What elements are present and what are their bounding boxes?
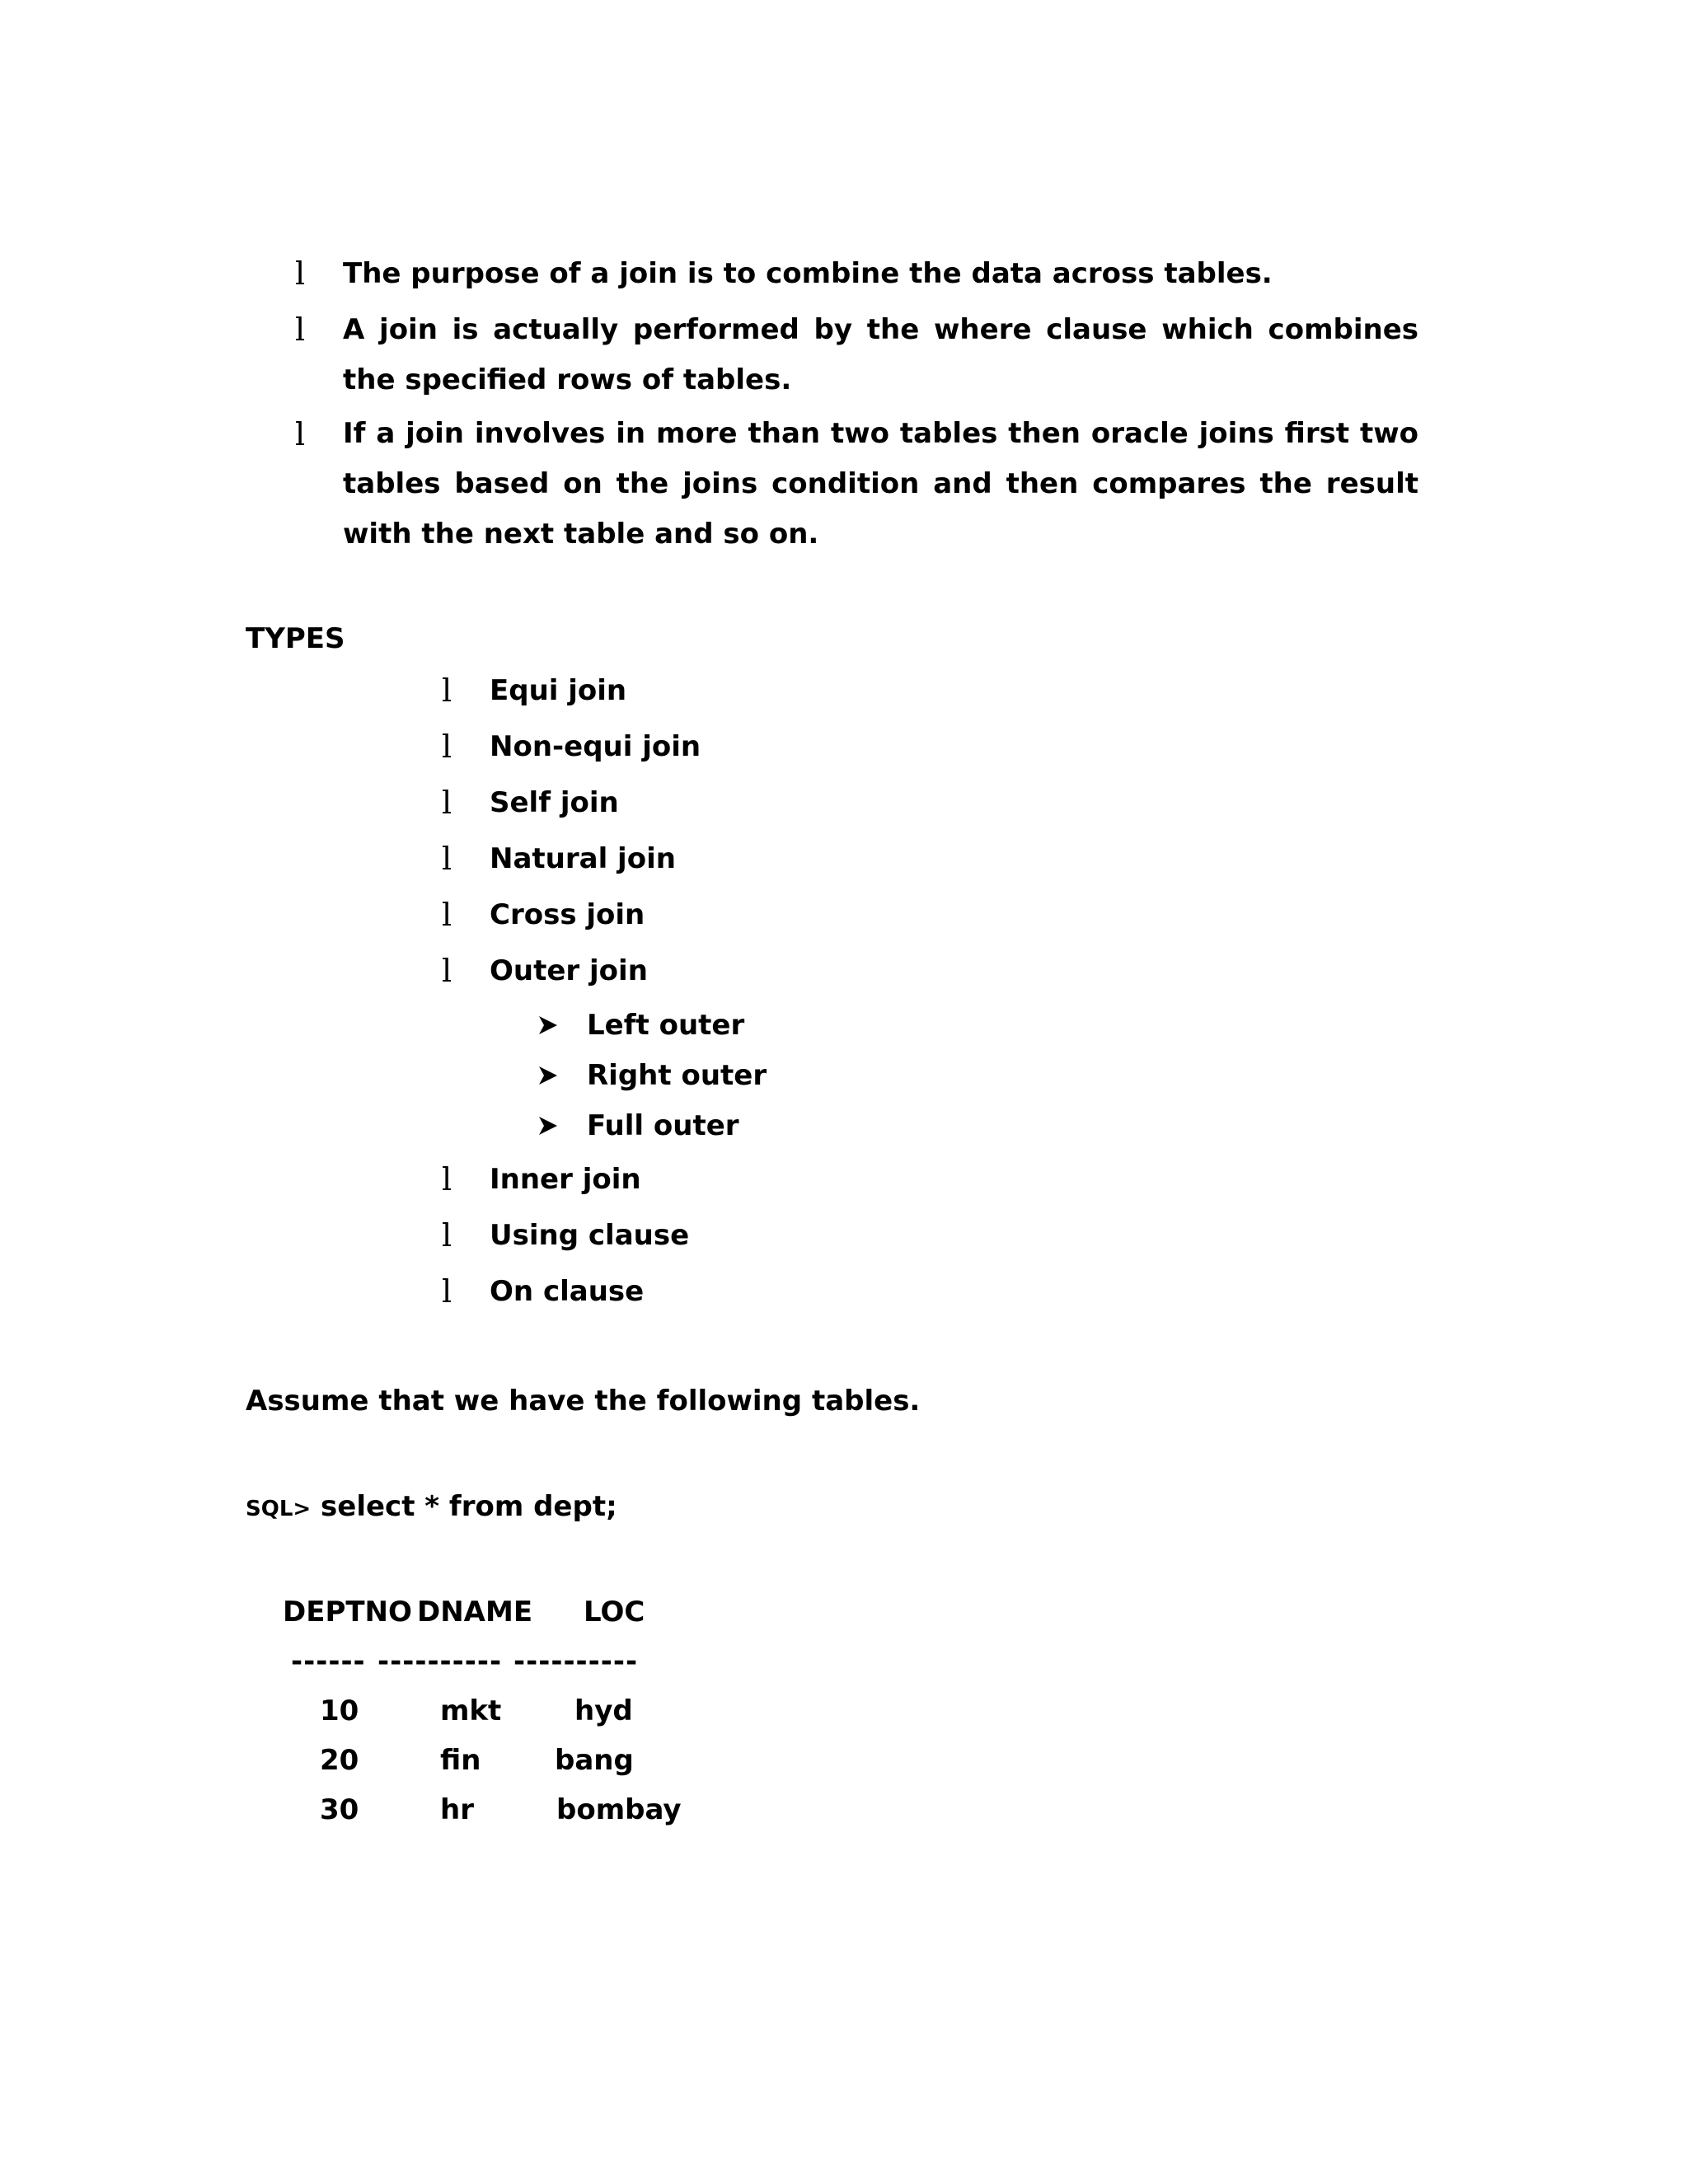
bullet-marker: l bbox=[442, 841, 452, 877]
type-item-non-equi: Non-equi join bbox=[490, 730, 701, 763]
table-header-dname: DNAME bbox=[417, 1596, 533, 1629]
table-cell-loc: bombay bbox=[556, 1793, 682, 1826]
table-cell-deptno: 20 bbox=[320, 1744, 359, 1777]
intro-bullet-3: If a join involves in more than two tables then oracle joins first two tables based on the joins condition and then compares the result with the next table and so on. bbox=[343, 417, 1418, 551]
table-cell-loc: bang bbox=[555, 1744, 634, 1777]
intro-bullet-2: A join is actually performed by the where clause which combines the specified rows of tables. bbox=[343, 313, 1418, 396]
bullet-marker: l bbox=[442, 1217, 452, 1254]
table-cell-loc: hyd bbox=[574, 1694, 633, 1727]
type-item-using: Using clause bbox=[490, 1219, 690, 1252]
arrowhead-bullet-icon bbox=[537, 1015, 559, 1036]
sql-line bbox=[246, 1490, 617, 1526]
arrowhead-bullet-icon bbox=[537, 1115, 559, 1137]
bullet-marker: l bbox=[442, 953, 452, 989]
bullet-marker: l bbox=[442, 673, 452, 709]
bullet-marker: l bbox=[442, 897, 452, 933]
type-item-on: On clause bbox=[490, 1275, 645, 1308]
table-cell-deptno: 30 bbox=[320, 1793, 359, 1826]
bullet-marker: l bbox=[295, 312, 306, 348]
bullet-marker: l bbox=[295, 416, 306, 452]
type-item-self: Self join bbox=[490, 786, 619, 819]
bullet-marker: l bbox=[442, 1273, 452, 1310]
type-item-equi: Equi join bbox=[490, 674, 627, 707]
table-separator-deptno: ------ bbox=[291, 1645, 366, 1678]
type-item-inner: Inner join bbox=[490, 1163, 641, 1196]
bullet-marker: l bbox=[442, 729, 452, 765]
assume-paragraph: Assume that we have the following tables. bbox=[246, 1385, 921, 1418]
table-cell-dname: hr bbox=[440, 1793, 474, 1826]
table-cell-dname: fin bbox=[440, 1744, 481, 1777]
table-cell-dname: mkt bbox=[440, 1694, 502, 1727]
types-heading: TYPES bbox=[246, 622, 345, 655]
outer-subtype-right: Right outer bbox=[587, 1059, 767, 1092]
type-item-outer: Outer join bbox=[490, 954, 648, 987]
outer-subtype-left: Left outer bbox=[587, 1009, 745, 1042]
bullet-marker: l bbox=[442, 1161, 452, 1197]
intro-bullet-1: The purpose of a join is to combine the data across tables. bbox=[343, 257, 1273, 290]
sql-prompt: SQL> bbox=[246, 1497, 312, 1521]
type-item-natural: Natural join bbox=[490, 842, 676, 875]
bullet-marker: l bbox=[295, 255, 306, 292]
type-item-cross: Cross join bbox=[490, 898, 645, 931]
sql-query: select * from dept; bbox=[321, 1490, 617, 1523]
bullet-marker: l bbox=[442, 785, 452, 821]
table-separator-loc: ---------- bbox=[513, 1645, 639, 1678]
table-separator-dname: ---------- bbox=[377, 1645, 503, 1678]
table-header-loc: LOC bbox=[584, 1596, 645, 1629]
table-cell-deptno: 10 bbox=[320, 1694, 359, 1727]
outer-subtype-full: Full outer bbox=[587, 1109, 739, 1142]
arrowhead-bullet-icon bbox=[537, 1065, 559, 1086]
table-header-deptno: DEPTNO bbox=[283, 1596, 412, 1629]
